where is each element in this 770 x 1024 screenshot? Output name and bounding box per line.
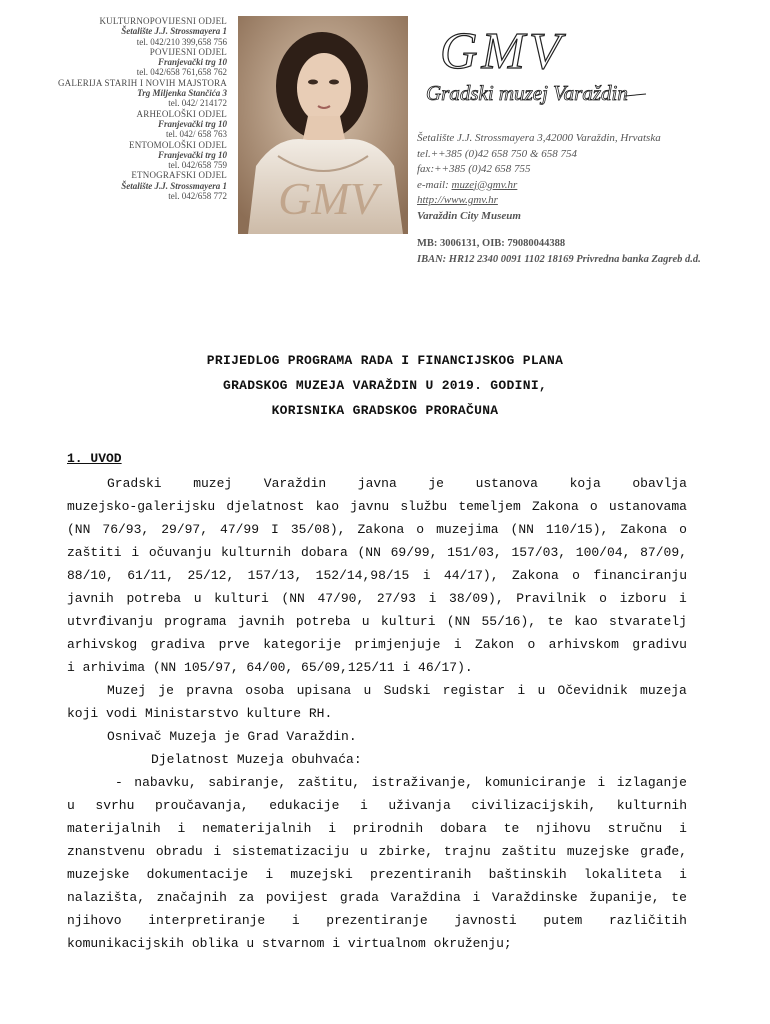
word: o	[416, 522, 425, 537]
word: i	[422, 568, 431, 583]
word: povijest	[265, 890, 329, 905]
word: 25/12,	[187, 568, 235, 583]
section-heading: 1. UVOD	[67, 451, 122, 466]
word: u	[361, 614, 370, 629]
department-address: Franjevački trg 10	[158, 118, 227, 129]
word: o	[599, 591, 607, 606]
word: stvaratelj	[608, 614, 687, 629]
word: sistematizaciju	[232, 844, 350, 859]
word: kategorije	[263, 637, 342, 652]
word: obradu	[155, 844, 203, 859]
word: je	[428, 476, 444, 491]
body-line	[67, 890, 687, 905]
word: arhivskom	[548, 637, 619, 652]
word: 151/03,	[447, 545, 502, 560]
word: za	[238, 890, 255, 905]
word: i	[359, 798, 368, 813]
word: službu	[400, 499, 448, 514]
word: 38/09),	[449, 591, 504, 606]
word: primjenjuje	[354, 637, 441, 652]
department-address: Franjevački trg 10	[158, 149, 227, 160]
gmv-logo	[420, 18, 660, 108]
word: 157/13,	[247, 568, 303, 583]
word: muzejski	[290, 867, 353, 882]
body-line: Djelatnost Muzeja obuhvaća:	[151, 752, 362, 767]
museum-name-english: Varaždin City Museum	[417, 209, 521, 222]
word: djelatnost	[226, 499, 305, 514]
word: gradiva	[150, 637, 206, 652]
word: Zakona	[357, 522, 405, 537]
word: programa	[164, 614, 227, 629]
word: koja	[569, 476, 601, 491]
word: izlaganje	[616, 775, 687, 790]
department-address: Trg Miljenka Stančića 3	[137, 88, 227, 99]
word: 47/90,	[317, 591, 365, 606]
word: kulturnih	[221, 545, 292, 560]
word: Zakona	[511, 568, 559, 583]
department-entry	[0, 47, 227, 78]
word: kulturnih	[616, 798, 687, 813]
word: u	[193, 591, 202, 606]
word: je	[158, 683, 174, 698]
email-label: e-mail:	[417, 178, 452, 191]
word: 76/93,	[102, 522, 150, 537]
word: Varaždina	[390, 890, 461, 905]
word: ustanovama	[608, 499, 687, 514]
word: Varaždinske	[491, 890, 578, 905]
word: muzeja	[640, 683, 687, 698]
word: sabiranje,	[208, 775, 287, 790]
word: te	[547, 614, 563, 629]
word: komuniciranje	[484, 775, 586, 790]
word: zaštiti	[67, 545, 122, 560]
word: grada	[339, 890, 379, 905]
word: financiranju	[593, 568, 687, 583]
body-line	[67, 568, 687, 583]
word: očuvanju	[148, 545, 212, 560]
word: Zakona	[531, 499, 579, 514]
word: civilizacijskih,	[471, 798, 597, 813]
word: javnih	[67, 591, 114, 606]
word: -	[115, 775, 123, 790]
document-title-line-1: PRIJEDLOG PROGRAMA RADA I FINANCIJSKOG PLANA	[206, 353, 564, 368]
word: 157/03,	[511, 545, 567, 560]
word: znanstvenu	[67, 844, 146, 859]
word: uživanja	[388, 798, 451, 813]
word: osoba	[245, 683, 285, 698]
website-link[interactable]: http://www.gmv.hr	[417, 194, 498, 206]
museum-address: Šetalište J.J. Strossmayera 3,42000 Varaždin, Hrvatska	[417, 132, 661, 144]
word: i	[679, 867, 687, 882]
word: 27/93	[376, 591, 416, 606]
department-name: ETNOGRAFSKI ODJEL	[131, 170, 227, 181]
word: Gradski	[107, 476, 162, 491]
word: prezentiranih	[370, 867, 472, 882]
word: baštinskih	[488, 867, 567, 882]
logo-letters: GMV	[440, 23, 565, 80]
word: potreba	[126, 591, 182, 606]
body-line	[107, 683, 687, 698]
department-phone: tel. 042/658 761,658 762	[136, 67, 227, 78]
word: istraživanje,	[371, 775, 474, 790]
word: I	[271, 522, 279, 537]
department-entry	[0, 16, 227, 47]
word: značajnih	[156, 890, 227, 905]
document-title-line-3: KORISNIKA GRADSKOG PRORAČUNA	[271, 403, 499, 418]
word: pravna	[186, 683, 233, 698]
department-name: GALERIJA STARIH I NOVIH MAJSTORA	[57, 77, 227, 88]
word: Zakona	[620, 522, 668, 537]
body-line	[67, 821, 687, 836]
word: muzejske	[566, 844, 630, 859]
word: 87/09,	[640, 545, 687, 560]
word: te	[671, 890, 687, 905]
word: nalazišta,	[67, 890, 146, 905]
word: 44/17),	[443, 568, 499, 583]
department-name: POVIJESNI ODJEL	[149, 46, 227, 57]
department-list	[0, 16, 227, 201]
word: građe,	[640, 844, 687, 859]
logo-subtitle: Gradski muzej Varaždin	[426, 81, 628, 105]
word: prirodnih	[352, 821, 424, 836]
word: muzejima	[436, 522, 499, 537]
word: i	[679, 821, 687, 836]
word: i	[428, 591, 437, 606]
word: u	[67, 798, 75, 813]
body-line	[107, 476, 687, 491]
word: i	[131, 545, 140, 560]
word: njihovu	[536, 821, 591, 836]
word: (NN	[281, 591, 305, 606]
body-line	[67, 545, 687, 560]
registration-ids	[417, 236, 701, 267]
body-line	[67, 913, 687, 928]
body-line	[67, 499, 687, 514]
word: proučavanja,	[154, 798, 249, 813]
word: i	[265, 867, 274, 882]
word: (NN	[510, 522, 534, 537]
document-title-line-2: GRADSKOG MUZEJA VARAŽDIN U 2019. GODINI,	[222, 378, 548, 393]
word: Varaždin	[263, 476, 327, 491]
word: javnu	[350, 499, 390, 514]
word: upisana	[296, 683, 352, 698]
body-line	[67, 637, 687, 652]
word: gradivu	[632, 637, 687, 652]
word: arhivskog	[67, 637, 138, 652]
word: prezentiranje	[326, 913, 428, 928]
word: zaštitu,	[297, 775, 361, 790]
body-line	[67, 522, 687, 537]
word: potreba	[295, 614, 351, 629]
word: (NN	[357, 545, 381, 560]
word: izboru	[619, 591, 667, 606]
word: obavlja	[632, 476, 687, 491]
museum-email-row	[417, 178, 661, 194]
word: registar	[442, 683, 506, 698]
word: kao	[315, 499, 339, 514]
word: 88/10,	[67, 568, 114, 583]
word: javnih	[237, 614, 285, 629]
word: muzejsko-galerijsku	[67, 499, 216, 514]
word: Sudski	[383, 683, 431, 698]
word: o	[679, 522, 687, 537]
word: interpretiranje	[148, 913, 266, 928]
word: 55/16),	[481, 614, 537, 629]
word: o	[572, 568, 580, 583]
department-phone: tel. 042/658 759	[168, 160, 227, 171]
word: te	[503, 821, 520, 836]
word: svrhu	[95, 798, 135, 813]
department-entry	[0, 78, 227, 109]
word: Pravilnik	[516, 591, 587, 606]
word: i	[597, 775, 606, 790]
word: i	[291, 913, 300, 928]
word: dobara	[439, 821, 487, 836]
contact-block	[417, 131, 661, 224]
body-line: koji vodi Ministarstvo kulture RH.	[67, 706, 333, 721]
word: 69/99,	[390, 545, 438, 560]
body-line: komunikacijskih oblika u stvarnom i virtualnom okruženju;	[67, 936, 512, 951]
word: 100/04,	[575, 545, 631, 560]
department-entry	[0, 170, 227, 201]
word: utvrđivanju	[67, 614, 153, 629]
body-line	[67, 867, 687, 882]
department-phone: tel. 042/210 399,658 756	[136, 36, 227, 47]
word: zaštitu	[501, 844, 557, 859]
museum-fax: fax:++385 (0)42 658 755	[417, 163, 531, 175]
word: i	[177, 821, 186, 836]
word: 152/14,98/15	[315, 568, 410, 583]
word: i	[517, 683, 526, 698]
department-address: Šetalište J.J. Strossmayera 1	[121, 26, 227, 37]
word: (NN	[67, 522, 91, 537]
department-phone: tel. 042/ 658 763	[166, 129, 227, 140]
word: o	[527, 637, 536, 652]
portrait-image	[238, 16, 408, 234]
word: i	[472, 890, 481, 905]
word: u	[537, 683, 546, 698]
word: dokumentacije	[146, 867, 249, 882]
word: kulturi	[214, 591, 269, 606]
word: (NN	[446, 614, 471, 629]
word: 29/97,	[161, 522, 209, 537]
word: o	[589, 499, 598, 514]
word: kulturi	[380, 614, 436, 629]
word: temeljem	[458, 499, 521, 514]
department-phone: tel. 042/ 214172	[168, 98, 227, 109]
body-line	[67, 798, 687, 813]
word: 47/99	[220, 522, 260, 537]
word: putem	[543, 913, 583, 928]
iban: IBAN: HR12 2340 0091 1102 18169 Privredna banka Zagreb d.d.	[417, 253, 701, 265]
body-line	[115, 775, 687, 790]
mb-oib: MB: 3006131, OIB: 79080044388	[417, 238, 566, 249]
word: 61/11,	[127, 568, 175, 583]
word: i	[213, 844, 222, 859]
word: prve	[218, 637, 250, 652]
word: Zakon	[475, 637, 515, 652]
word: zbirke,	[378, 844, 434, 859]
department-name: KULTURNOPOVIJESNI ODJEL	[99, 16, 227, 26]
word: nabavku,	[134, 775, 197, 790]
department-address: Šetalište J.J. Strossmayera 1	[121, 180, 227, 191]
word: županije,	[589, 890, 660, 905]
department-entry	[0, 140, 227, 171]
word: dobara	[300, 545, 348, 560]
word: javnosti	[454, 913, 517, 928]
word: Muzej	[107, 683, 147, 698]
word: muzej	[193, 476, 233, 491]
department-name: ARHEOLOŠKI ODJEL	[136, 108, 227, 119]
word: i	[679, 591, 687, 606]
museum-phone: tel.++385 (0)42 658 750 & 658 754	[417, 147, 577, 160]
email-link[interactable]: muzej@gmv.hr	[451, 178, 518, 191]
department-address: Franjevački trg 10	[158, 57, 227, 68]
word: lokaliteta	[583, 867, 662, 882]
department-name: ENTOMOLOŠKI ODJEL	[129, 139, 227, 150]
word: i	[453, 637, 462, 652]
body-line	[67, 591, 687, 606]
word: njihovo	[67, 913, 122, 928]
word: Očevidnik	[557, 683, 628, 698]
word: muzejske	[67, 867, 130, 882]
word: javna	[357, 476, 397, 491]
word: i	[328, 821, 337, 836]
watermark-text: GMV	[278, 173, 378, 224]
word: nematerijalnih	[202, 821, 312, 836]
word: stručnu	[607, 821, 663, 836]
word: različitih	[608, 913, 687, 928]
department-entry	[0, 109, 227, 140]
word: kao	[574, 614, 598, 629]
body-line: i arhivima (NN 105/97, 64/00, 65/09,125/11 i 46/17).	[67, 660, 473, 675]
word: materijalnih	[67, 821, 161, 836]
body-line: Osnivač Muzeja je Grad Varaždin.	[107, 729, 357, 744]
body-line	[67, 844, 687, 859]
word: edukacije	[269, 798, 340, 813]
body-line	[67, 614, 687, 629]
word: 110/15),	[545, 522, 609, 537]
department-phone: tel. 042/658 772	[168, 191, 227, 202]
word: 35/08),	[290, 522, 346, 537]
word: trajnu	[443, 844, 491, 859]
word: u	[363, 683, 372, 698]
word: u	[359, 844, 368, 859]
word: ustanova	[475, 476, 538, 491]
